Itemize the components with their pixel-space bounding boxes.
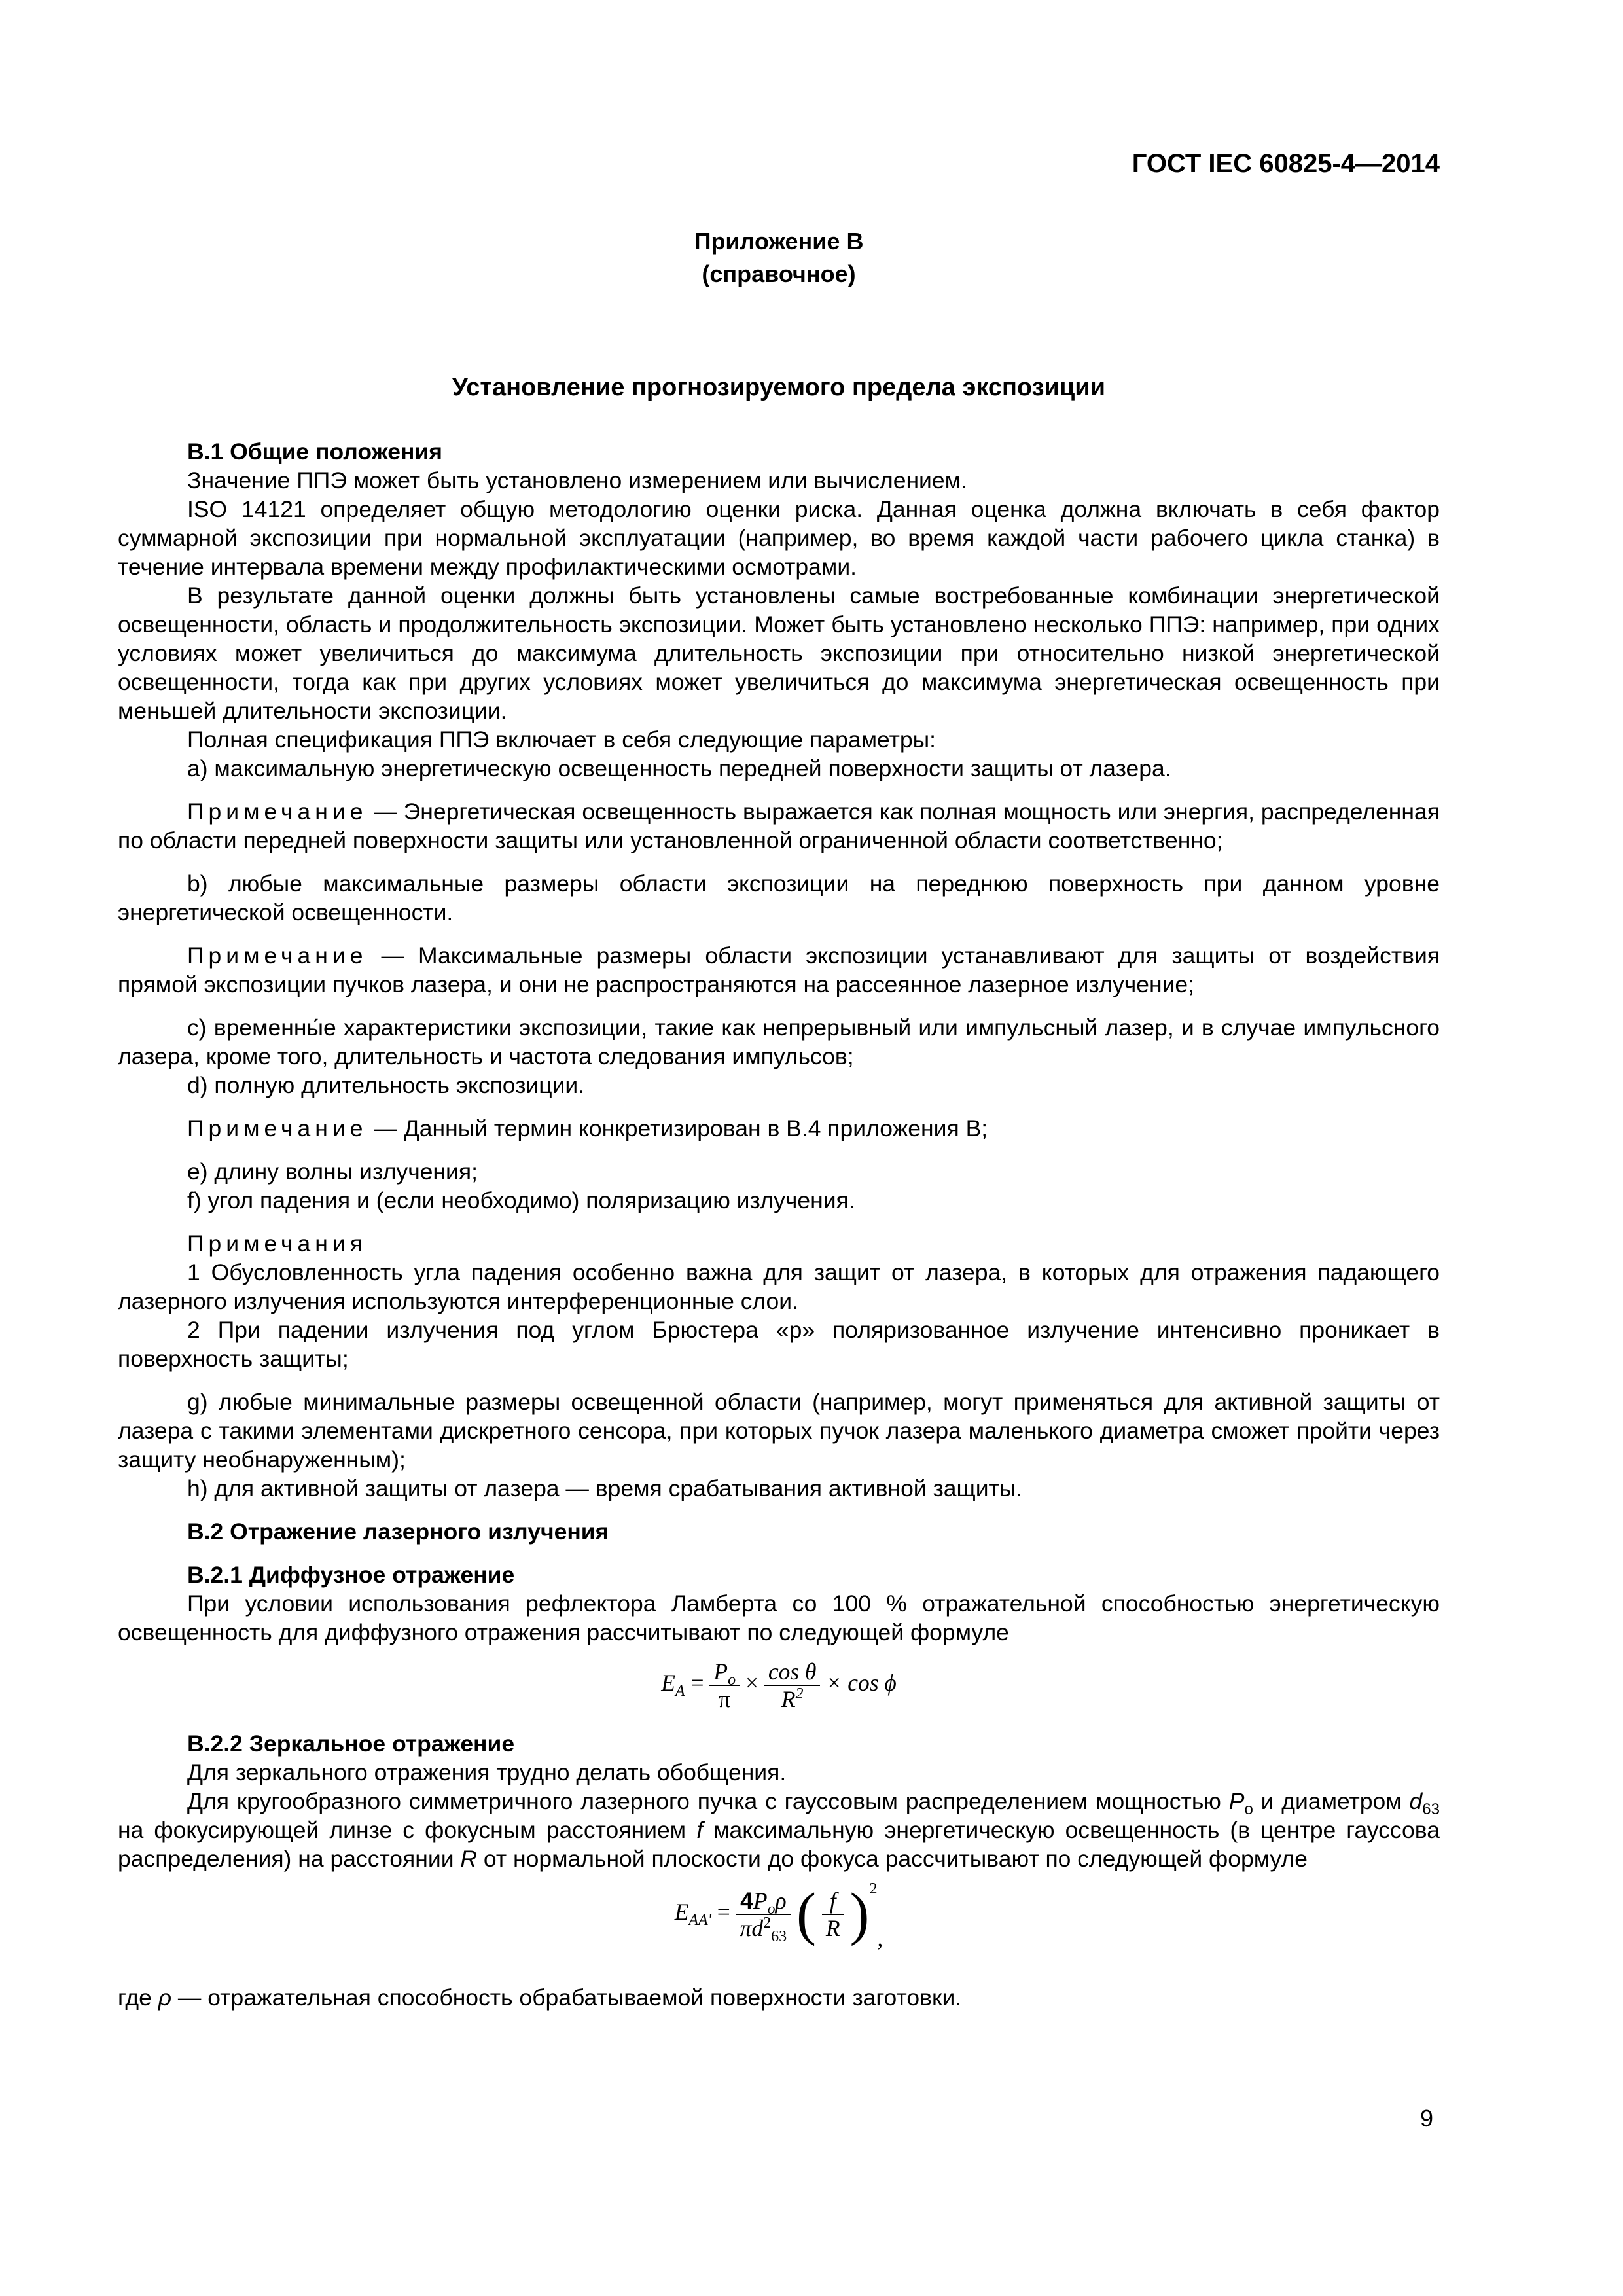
note-f2: 2 При падении излучения под углом Брюстера «р» поляризованное излучение интенсивно проникает в поверхность защиты;	[118, 1317, 1440, 1372]
note-a	[118, 797, 1440, 855]
paragraph: ISO 14121 определяет общую методологию оценки риска. Данная оценка должна включать в себя фактор суммарной экспозиции при нормальной эксплуатации (например, во время каждой части рабочего цикла станка) в течение интервала времени между профилактическими осмотрами.	[118, 496, 1440, 580]
paragraph: В результате данной оценки должны быть установлены самые востребованные комбинации энергетической освещенности, область и продолжительность экспозиции. Может быть установлено несколько ППЭ: например, при одних условиях может увеличиться до максимума длительность экспозиции при относительно низкой энергетической освещенности, тогда как при других условиях может увеличиться до максимума энергетическая освещенность при меньшей длительности экспозиции.	[118, 583, 1440, 724]
formula-rparen: )	[849, 1882, 870, 1946]
appendix-title: Приложение В	[694, 228, 864, 255]
note-label: Примечание	[187, 798, 368, 825]
appendix-heading	[118, 225, 1440, 291]
formula-fraction-1: $\frac{P_o}{\pi}$	[709, 1659, 740, 1712]
page-number: 9	[1419, 2105, 1433, 2132]
notes-label: Примечания	[187, 1230, 367, 1257]
formula-tail: × cos ϕ	[826, 1670, 897, 1696]
formula-lhs: $E_A$	[661, 1670, 685, 1700]
formula-fraction-2: $\frac{\text{cos θ}}{R^2}$	[764, 1659, 821, 1712]
note-d	[118, 1114, 1440, 1143]
formula-lparen: (	[796, 1882, 817, 1946]
note-f1: 1 Обусловленность угла падения особенно важна для защит от лазера, в которых для отражения падающего лазерного излучения используются интерференционные слои.	[118, 1259, 1440, 1314]
note-text: — Данный термин конкретизирован в В.4 приложения В;	[367, 1115, 988, 1141]
formula-eq: =	[717, 1899, 730, 1926]
section-b2-heading: В.2 Отражение лазерного излучения	[187, 1518, 609, 1545]
list-item-b: b) любые максимальные размеры области экспозиции на переднюю поверхность при данном уровне энергетической освещенности.	[118, 870, 1440, 925]
document-title: Установление прогнозируемого предела экспозиции	[452, 374, 1105, 401]
list-item-f: f) угол падения и (если необходимо) поляризацию излучения.	[187, 1187, 855, 1213]
formula-lhs: $E_{AA'}$	[674, 1899, 711, 1929]
paragraph-gaussian: Для кругообразного симметричного лазерного пучка с гауссовым распределением мощностью $P_o$ и диаметром $d_{63}$ на фокусирующей линзе с фокусным расстоянием f максимальную энергетическую освещенность (в центре гауссова распределения) на расстоянии R от нормальной плоскости до фокуса рассчитывают по следующей формуле	[118, 1788, 1440, 1872]
list-item-e: е) длину волны излучения;	[187, 1158, 478, 1185]
appendix-subtitle: (справочное)	[702, 260, 856, 287]
formula-specular	[118, 1880, 1440, 1983]
formula-eq: =	[690, 1670, 704, 1696]
notes-heading	[118, 1229, 1440, 1258]
list-item-d: d) полную длительность экспозиции.	[187, 1072, 585, 1098]
section-b1-heading: В.1 Общие положения	[187, 439, 442, 465]
document-page	[118, 0, 1440, 2296]
paragraph: При условии использования рефлектора Ламберта со 100 % отражательной способностью энергетическую освещенность для диффузного отражения рассчитывают по следующей формуле	[118, 1590, 1440, 1645]
section-b22-heading: В.2.2 Зеркальное отражение	[187, 1731, 515, 1757]
section-b21-heading: В.2.1 Диффузное отражение	[187, 1562, 515, 1588]
list-item-a: а) максимальную энергетическую освещенность передней поверхности защиты от лазера.	[187, 755, 1171, 781]
list-item-g: g) любые минимальные размеры освещенной области (например, могут применяться для активной защиты от лазера с такими элементами дискретного сенсора, при которых пучок лазера маленького диаметра сможет пройти через защиту необнаруженным);	[118, 1389, 1440, 1473]
note-b	[118, 941, 1440, 999]
document-body	[118, 437, 1440, 2012]
standard-code: ГОСТ IEC 60825-4—2014	[1132, 149, 1440, 178]
formula-diffuse	[118, 1659, 1440, 1729]
list-item-h: h) для активной защиты от лазера — время срабатывания активной защиты.	[187, 1475, 1023, 1501]
paragraph: Полная спецификация ППЭ включает в себя следующие параметры:	[187, 726, 936, 753]
note-text: — Максимальные размеры области экспозиции устанавливают для защиты от воздействия прямой экспозиции пучков лазера, и они не распространяются на рассеянное лазерное излучение;	[118, 942, 1440, 997]
note-label: Примечание	[187, 942, 368, 969]
paragraph: Значение ППЭ может быть установлено измерением или вычислением.	[187, 467, 967, 493]
formula-fraction-main: $\frac{4P_o\rho}{\pi d^2_{63}}$	[736, 1888, 791, 1941]
paragraph-where: где ρ — отражательная способность обрабатываемой поверхности заготовки.	[118, 1984, 962, 2011]
formula-times: ×	[745, 1670, 758, 1696]
note-text: — Энергетическая освещенность выражается как полная мощность или энергия, распределенная по области передней поверхности защиты или установленной ограниченной области соответственно;	[118, 798, 1440, 853]
paragraph: Для зеркального отражения трудно делать обобщения.	[187, 1759, 787, 1785]
list-item-c: с) временны́е характеристики экспозиции, такие как непрерывный или импульсный лазер, и в случае импульсного лазера, кроме того, длительность и частота следования импульсов;	[118, 1014, 1440, 1069]
formula-fraction-inner: $\frac{f}{R}$	[822, 1888, 844, 1941]
note-label: Примечание	[187, 1115, 368, 1141]
formula-outer-sup: 2	[869, 1880, 878, 1898]
formula-comma: ,	[877, 1925, 883, 1952]
